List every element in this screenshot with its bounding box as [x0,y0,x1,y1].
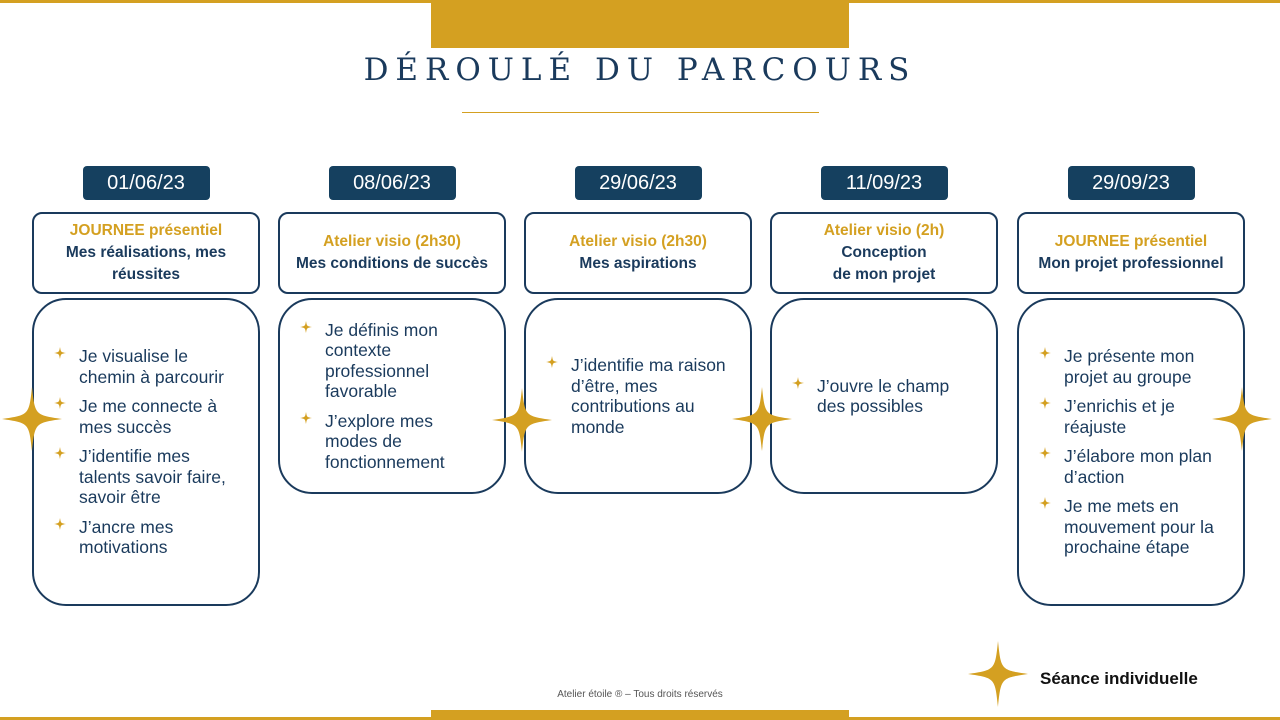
step-content-box [524,298,752,494]
step-column-3 [524,166,752,494]
list-item: J’identifie ma raison d’être, mes contributions au monde [546,355,734,437]
four-point-star-icon [2,387,62,451]
sparkle-bullet-icon [300,412,312,424]
step-theme: Mes aspirations [579,255,697,272]
step-content-box [770,298,998,494]
step-header [278,212,506,294]
list-item: Je visualise le chemin à parcourir [54,346,242,387]
step-session-type: Atelier visio (2h) [823,222,945,239]
page-title: DÉROULÉ DU PARCOURS [363,52,917,88]
step-theme: Mes réalisations, mes réussites [65,244,227,283]
step-session-type: Atelier visio (2h30) [323,233,461,250]
list-item: J’élabore mon plan d’action [1039,446,1227,487]
list-item: J’explore mes modes de fonctionnement [300,411,488,473]
step-date: 11/09/23 [821,166,948,200]
step-column-5 [1017,166,1245,606]
step-header [32,212,260,294]
step-column-2 [278,166,506,494]
top-accent-bar [431,0,849,48]
step-content-box [278,298,506,494]
four-point-star-icon [492,388,552,452]
sparkle-bullet-icon [54,518,66,530]
list-item: J’enrichis et je réajuste [1039,396,1227,437]
four-point-star-icon [1212,387,1272,451]
step-date: 29/06/23 [575,166,702,200]
sparkle-bullet-icon [546,356,558,368]
sparkle-bullet-icon [300,321,312,333]
step-item-list [54,346,242,558]
step-header [770,212,998,294]
step-column-1 [32,166,260,606]
sparkle-bullet-icon [1039,397,1051,409]
four-point-star-icon [732,387,792,451]
sparkle-bullet-icon [1039,447,1051,459]
step-date: 01/06/23 [83,166,210,200]
step-column-4 [770,166,998,494]
step-theme: Mes conditions de succès [295,255,489,272]
step-session-type: JOURNEE présentiel [1054,233,1208,250]
step-date: 29/09/23 [1068,166,1195,200]
copyright-footer: Atelier étoile ® – Tous droits réservés [557,689,723,700]
step-header [524,212,752,294]
step-item-list [1039,346,1227,558]
list-item: Je définis mon contexte professionnel favorable [300,320,488,402]
list-item: Je présente mon projet au groupe [1039,346,1227,387]
step-item-list [300,320,488,473]
title-underline [462,112,819,113]
step-content-box [32,298,260,606]
step-header [1017,212,1245,294]
sparkle-bullet-icon [1039,347,1051,359]
list-item: J’identifie mes talents savoir faire, savoir être [54,446,242,508]
legend-label: Séance individuelle [1040,669,1198,688]
step-theme: Conception de mon projet [832,244,936,283]
list-item: J’ancre mes motivations [54,517,242,558]
sparkle-bullet-icon [54,347,66,359]
step-session-type: Atelier visio (2h30) [569,233,707,250]
sparkle-bullet-icon [792,377,804,389]
step-content-box [1017,298,1245,606]
step-theme: Mon projet professionnel [1038,255,1224,272]
sparkle-bullet-icon [1039,497,1051,509]
step-item-list [792,376,980,417]
list-item: Je me connecte à mes succès [54,396,242,437]
list-item: Je me mets en mouvement pour la prochaine étape [1039,496,1227,558]
step-session-type: JOURNEE présentiel [69,222,223,239]
step-item-list [546,355,734,437]
list-item: J’ouvre le champ des possibles [792,376,980,417]
step-date: 08/06/23 [329,166,456,200]
